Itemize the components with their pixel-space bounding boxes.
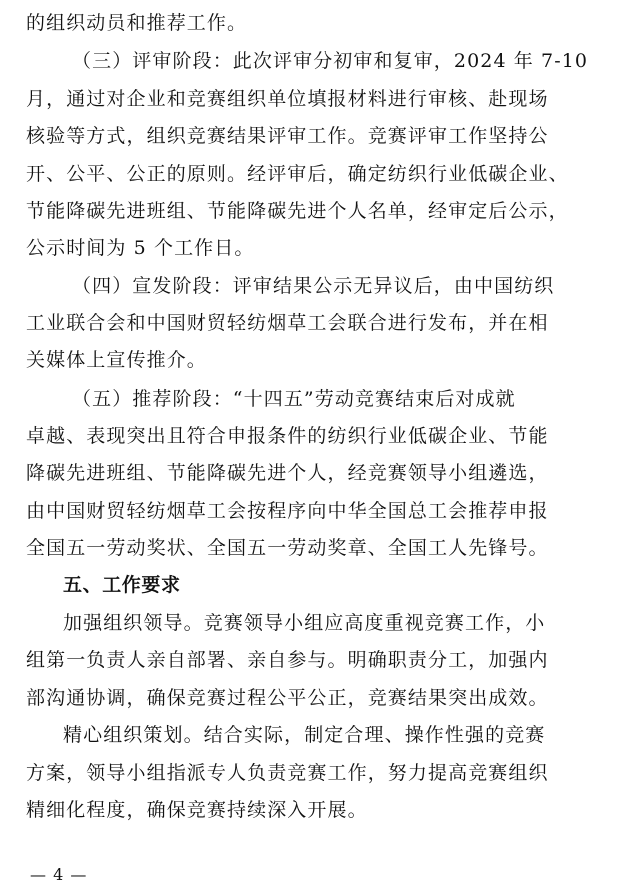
text-line: （五）推荐阶段：“十四五”劳动竞赛结束后对成就 (72, 388, 516, 410)
text-line: 节能降碳先进班组、节能降碳先进个人名单，经审定后公示， (26, 200, 569, 222)
page-number: — 4 — (30, 865, 88, 884)
text-line: 的组织动员和推荐工作。 (26, 12, 248, 34)
text-line: 部沟通协调，确保竞赛过程公平公正，竞赛结果突出成效。 (26, 687, 549, 709)
text-line: 公示时间为 5 个工作日。 (26, 237, 255, 259)
text-line: 全国五一劳动奖状、全国五一劳动奖章、全国工人先锋号。 (26, 537, 549, 559)
text-line: 精心组织策划。结合实际，制定合理、操作性强的竞赛 (63, 724, 546, 746)
text-line: 核验等方式，组织竞赛结果评审工作。竞赛评审工作坚持公 (26, 125, 549, 147)
text-line: 卓越、表现突出且符合申报条件的纺织行业低碳企业、节能 (26, 425, 549, 447)
text-line: 工业联合会和中国财贸轻纺烟草工会联合进行发布，并在相 (26, 312, 549, 334)
text-line: 月，通过对企业和竞赛组织单位填报材料进行审核、赴现场 (26, 88, 549, 110)
text-line: 加强组织领导。竞赛领导小组应高度重视竞赛工作，小 (63, 612, 546, 634)
text-line: 精细化程度，确保竞赛持续深入开展。 (26, 799, 368, 821)
text-line: 降碳先进班组、节能降碳先进个人，经竞赛领导小组遴选， (26, 462, 549, 484)
text-line: （四）宣发阶段：评审结果公示无异议后，由中国纺织 (72, 275, 555, 297)
text-line: 方案，领导小组指派专人负责竞赛工作，努力提高竞赛组织 (26, 762, 549, 784)
text-line: （三）评审阶段：此次评审分初审和复审，2024 年 7-10 (72, 50, 589, 72)
text-line: 开、公平、公正的原则。经评审后，确定纺织行业低碳企业、 (26, 163, 569, 185)
text-line: 关媒体上宣传推介。 (26, 349, 207, 371)
text-line: 组第一负责人亲自部署、亲自参与。明确职责分工，加强内 (26, 649, 549, 671)
text-line: 由中国财贸轻纺烟草工会按程序向中华全国总工会推荐申报 (26, 500, 549, 522)
section-heading: 五、工作要求 (63, 574, 181, 596)
